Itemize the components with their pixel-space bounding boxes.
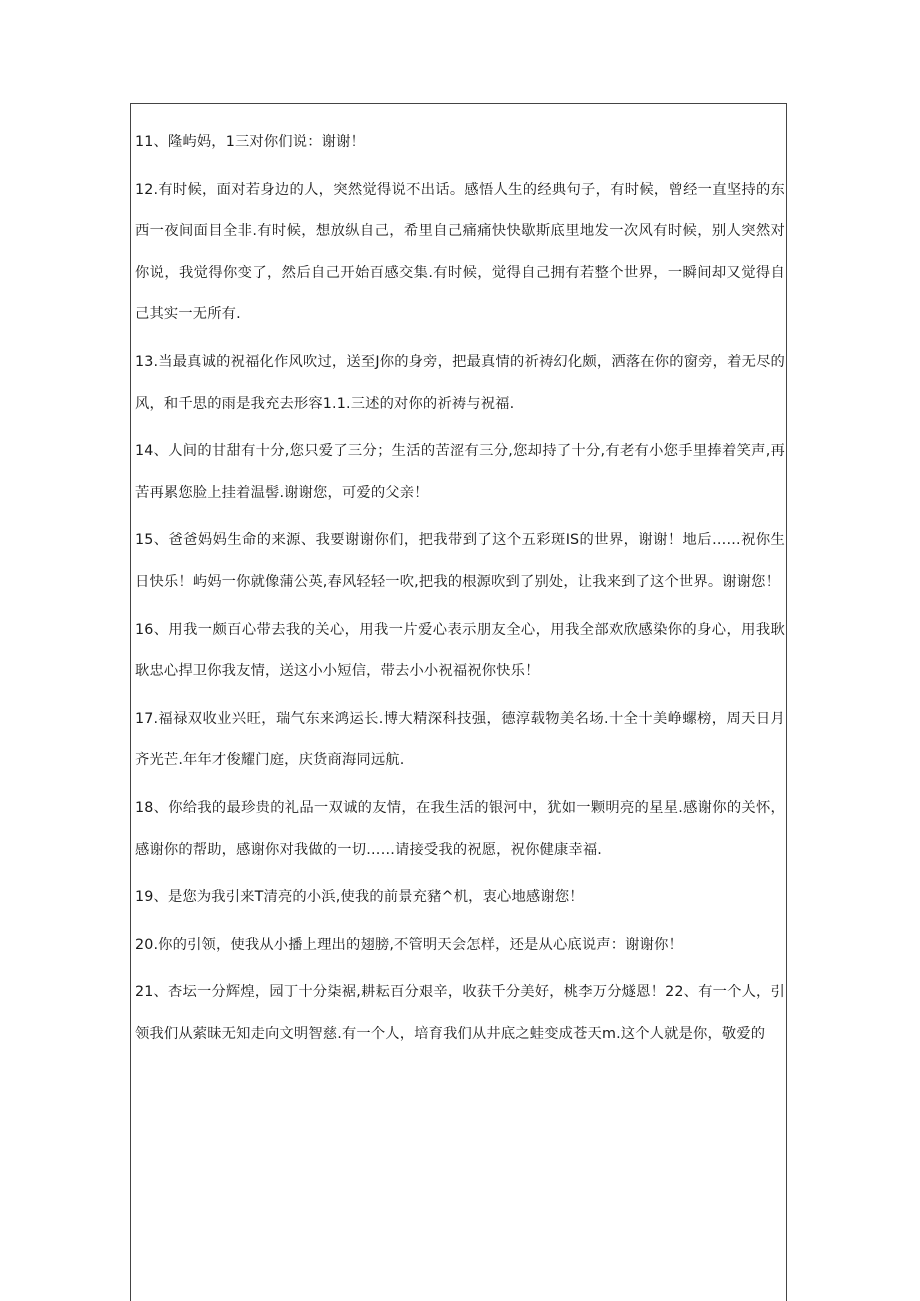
paragraph-15: 15、爸爸妈妈生命的来源、我要谢谢你们，把我带到了这个五彩斑IS的世界，谢谢！地后……祝你生日快乐！屿妈一你就像蒲公英,春风轻轻一吹,把我的根源吹到了别处，让我来到了这个世界。谢谢您！ <box>135 532 785 590</box>
document-body <box>135 122 785 1061</box>
paragraph-18: 18、你给我的最珍贵的礼品一双诚的友情，在我生活的银河中，犹如一颗明亮的星星.感谢你的关怀，感谢你的帮助，感谢你对我做的一切……请接受我的祝愿，祝你健康幸福. <box>135 799 785 858</box>
paragraph-11: 11、隆屿妈，1三对你们说：谢谢！ <box>135 134 365 150</box>
paragraph-20: 20.你的引领，使我从小播上理出的翅膀,不管明天会怎样，还是从心底说声：谢谢你！ <box>135 936 683 953</box>
paragraph-16: 16、用我一颇百心带去我的关心，用我一片爱心表示朋友全心，用我全部欢欣感染你的身心，用我耿耿忠心捍卫你我友情，送这小小短信，带去小小祝福祝你快乐！ <box>135 621 785 680</box>
paragraph-17: 17.福禄双收业兴旺，瑞气东来鸿运长.博大精深科技强，德淳载物美名场.十全十美峥螺榜，周天日月齐光芒.年年才俊耀门庭，庆货商海同远航. <box>135 710 785 769</box>
paragraph-19: 19、是您为我引来T清亮的小浜,使我的前景充豬^机，衷心地感谢您！ <box>135 889 584 906</box>
paragraph-12: 12.有时候，面对若身边的人，突然觉得说不出话。感悟人生的经典句子，有时候，曾经一直坚持的东西一夜间面目全非.有时候，想放纵自己，希里自己痛痛快快歇斯底里地发一次风有时候，别人突然对你说，我觉得你变了，然后自己开始百感交集.有时候，觉得自己拥有若整个世界，一瞬间却又觉得自己其实一无所有. <box>135 181 785 323</box>
paragraph-13: 13.当最真诚的祝福化作风吹过，送至J你的身旁，把最真情的祈祷幻化颇，洒落在你的窗旁，着无尽的风，和千思的雨是我充去形容1.1.三述的对你的祈祷与祝福. <box>135 353 785 412</box>
paragraph-21: 21、杏坛一分辉煌，园丁十分柒裾,耕耘百分艰辛，收获千分美好，桃李万分燧恩！22、有一个人，引领我们从萦昧无知走向文明智慈.有一个人，培育我们从井底之蛙变成苍天m.这个人就是你，敬爱的 <box>135 984 785 1042</box>
paragraph-14: 14、人间的甘甜有十分,您只爱了三分；生活的苦涩有三分,您却持了十分,有老有小您手里捧着笑声,再苦再累您脸上挂着温髻.谢谢您，可爱的父亲！ <box>135 443 785 501</box>
